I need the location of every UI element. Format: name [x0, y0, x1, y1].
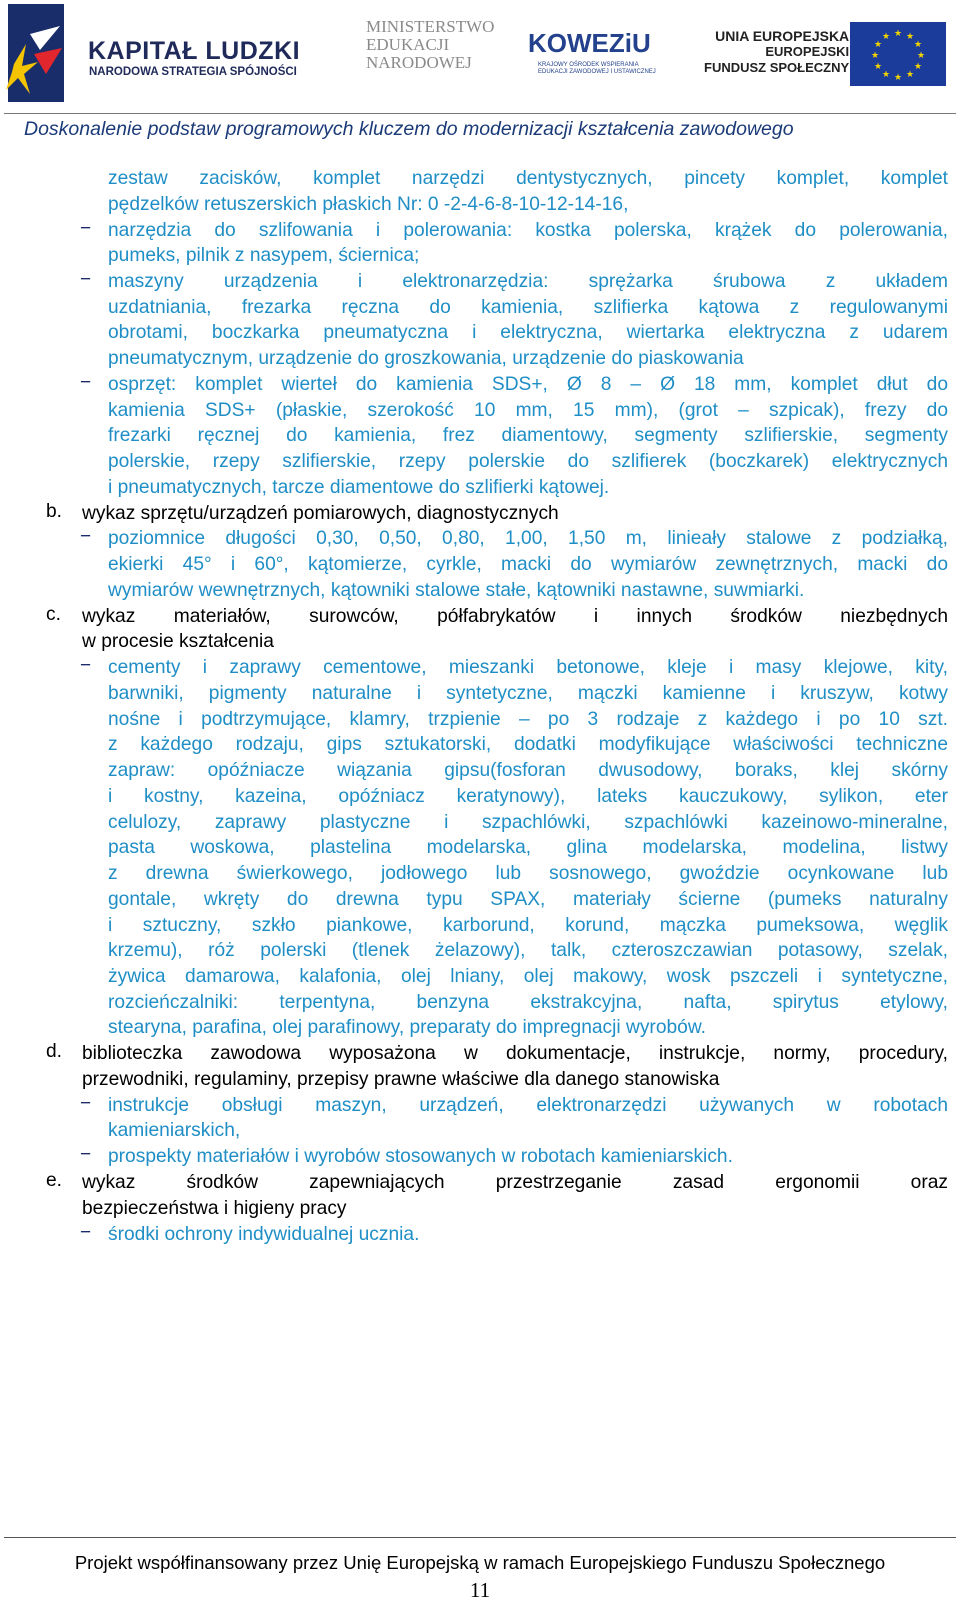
list-dash: − [80, 655, 92, 676]
text-line: celulozy, zaprawy plastyczne i szpachlówki, szpachlówki kazeinowo-mineralne, [108, 812, 948, 833]
section-heading: bezpieczeństwa i higieny pracy [82, 1198, 347, 1219]
text-line: kamienia SDS+ (płaskie, szerokość 10 mm, 15 mm), (grot – szpicak), frezy do [108, 400, 948, 421]
text-line: stearyna, parafina, olej parafinowy, preparaty do impregnacji wyrobów. [108, 1017, 706, 1038]
ue-line1: UNIA EUROPEJSKA [715, 28, 850, 44]
text-line: krzemu), róż polerski (tlenek żelazowy), talk, czteroszczawian potasowy, szelak, [108, 940, 948, 961]
kapital-ludzki-subtitle: NARODOWA STRATEGIA SPÓJNOŚCI [89, 66, 297, 78]
koweziu-title: KOWEZiU [528, 28, 651, 58]
document-header-title: Doskonalenie podstaw programowych kluczem do modernizacji kształcenia zawodowego [24, 118, 794, 140]
list-dash: − [80, 218, 92, 239]
text-line: i kostny, kazeina, opóźniacz keratynowy), lateks kauczukowy, sylikon, eter [108, 786, 948, 807]
section-heading: biblioteczka zawodowa wyposażona w dokumentacje, instrukcje, normy, procedury, [82, 1043, 948, 1064]
text-line: środki ochrony indywidualnej ucznia. [108, 1224, 420, 1245]
koweziu-logo [528, 20, 656, 90]
eu-flag-icon [850, 22, 946, 86]
text-line: maszyny urządzenia i elektronarzędzia: sprężarka śrubowa z układem [108, 271, 948, 292]
ue-logo-text [704, 28, 849, 76]
text-line: kamieniarskich, [108, 1120, 241, 1141]
text-line: poziomnice długości 0,30, 0,50, 0,80, 1,00, 1,50 m, linieały stalowe z podziałką, [108, 528, 948, 549]
ministerstwo-line1: MINISTERSTWO [366, 17, 495, 36]
ministerstwo-logo [366, 18, 494, 72]
list-letter-d: d. [46, 1041, 63, 1062]
list-dash: − [80, 1222, 92, 1243]
header-divider [4, 113, 956, 114]
text-line: uzdatniania, frezarka ręczna do kamienia, szlifierka kątowa z regulowanymi [108, 297, 948, 318]
text-line: ekierki 45° i 60°, kątomierze, cyrkle, macki do wymiarów zewnętrznych, macki do [108, 554, 948, 575]
svg-text:★: ★ [913, 62, 923, 72]
koweziu-subtitle [538, 62, 656, 76]
section-heading: przewodniki, regulaminy, przepisy prawne właściwe dla danego stanowiska [82, 1069, 720, 1090]
text-line: gontale, wkręty do drewna typu SPAX, materiały ścierne (pumeks naturalny [108, 889, 948, 910]
text-line: pumeks, pilnik z nasypem, ściernica; [108, 245, 420, 266]
footer-divider [4, 1537, 956, 1538]
text-line: frezarki ręcznej do kamienia, frez diamentowy, segmenty szlifierskie, segmenty [108, 425, 948, 446]
list-dash: − [80, 526, 92, 547]
text-line: osprzęt: komplet wierteł do kamienia SDS+, Ø 8 – Ø 18 mm, komplet dłut do [108, 374, 948, 395]
text-line: nośne i podtrzymujące, klamry, trzpienie – po 3 rodzaje z każdego i po 10 szt. [108, 709, 948, 730]
list-dash: − [80, 372, 92, 393]
text-line: narzędzia do szlifowania i polerowania: kostka polerska, krążek do polerowania, [108, 220, 948, 241]
section-heading: wykaz środków zapewniających przestrzeganie zasad ergonomii oraz [82, 1172, 948, 1193]
svg-text:★: ★ [870, 51, 880, 61]
text-line: zapraw: opóźniacze wiązania gipsu(fosforan dwusodowy, boraks, klej skórny [108, 760, 948, 781]
text-line: z drewna świerkowego, jodłowego lub sosnowego, gwoździe ocynkowane lub [108, 863, 948, 884]
text-line: obrotami, boczkarka pneumatyczna i elektryczna, wiertarka elektryczna z udarem [108, 322, 948, 343]
kapital-ludzki-title: KAPITAŁ LUDZKI [88, 37, 301, 65]
svg-text:★: ★ [873, 40, 883, 50]
svg-text:★: ★ [905, 70, 915, 80]
text-line: żywica damarowa, kalafonia, olej lniany, olej makowy, wosk pszczeli i syntetyczne, [108, 966, 948, 987]
section-heading: w procesie kształcenia [82, 631, 274, 652]
text-line: z każdego rodzaju, gips sztukatorski, dodatki modyfikujące właściwości techniczne [108, 734, 948, 755]
text-line: i pneumatycznych, tarcze diamentowe do szlifierki kątowej. [108, 477, 610, 498]
list-dash: − [80, 1093, 92, 1114]
list-dash: − [80, 1144, 92, 1165]
svg-text:★: ★ [905, 32, 915, 42]
text-line: pneumatycznym, urządzenie do groszkowania, urządzenie do piaskowania [108, 348, 744, 369]
text-line: instrukcje obsługi maszyn, urządzeń, elektronarzędzi używanych w robotach [108, 1095, 948, 1116]
section-heading: wykaz sprzętu/urządzeń pomiarowych, diagnostycznych [82, 503, 559, 524]
section-heading: wykaz materiałów, surowców, półfabrykatów i innych środków niezbędnych [82, 606, 948, 627]
ministerstwo-line2: EDUKACJI [366, 35, 450, 54]
text-line: rozcieńczalniki: terpentyna, benzyna ekstrakcyjna, nafta, spirytus etylowy, [108, 992, 948, 1013]
koweziu-sub1: KRAJOWY OŚRODEK WSPIERANIA [538, 62, 639, 68]
svg-text:★: ★ [873, 62, 883, 72]
svg-text:★: ★ [916, 51, 926, 61]
koweziu-sub2: EDUKACJI ZAWODOWEJ I USTAWICZNEJ [538, 69, 656, 75]
text-line: pędzelków retuszerskich płaskich Nr: 0 -2-4-6-8-10-12-14-16, [108, 194, 629, 215]
svg-text:★: ★ [881, 70, 891, 80]
text-line: cementy i zaprawy cementowe, mieszanki betonowe, kleje i masy klejowe, kity, [108, 657, 948, 678]
list-letter-c: c. [46, 604, 61, 625]
svg-text:★: ★ [881, 32, 891, 42]
text-line: wymiarów wewnętrznych, kątowniki stalowe stałe, kątowniki nastawne, suwmiarki. [108, 580, 805, 601]
list-dash: − [80, 269, 92, 290]
ministerstwo-line3: NARODOWEJ [366, 53, 472, 72]
kapital-ludzki-star-logo [4, 4, 68, 102]
text-line: barwniki, pigmenty naturalne i syntetyczne, mączki kamienne i kruszyw, kotwy [108, 683, 948, 704]
list-letter-e: e. [46, 1170, 63, 1191]
ue-line3: FUNDUSZ SPOŁECZNY [704, 60, 850, 75]
header-logos [0, 0, 960, 112]
list-letter-b: b. [46, 501, 63, 522]
page-number: 11 [469, 1578, 491, 1602]
footer-text: Projekt współfinansowany przez Unię Europejską w ramach Europejskiego Funduszu Społecznego [74, 1552, 886, 1573]
text-line: zestaw zacisków, komplet narzędzi dentystycznych, pincety komplet, komplet [108, 168, 948, 189]
svg-text:★: ★ [893, 73, 903, 83]
svg-text:★: ★ [913, 40, 923, 50]
text-line: prospekty materiałów i wyrobów stosowanych w robotach kamieniarskich. [108, 1146, 733, 1167]
text-line: pasta woskowa, plastelina modelarska, glina modelarska, modelina, listwy [108, 837, 948, 858]
ue-line2: EUROPEJSKI [765, 44, 850, 59]
text-line: polerskie, rzepy szlifierskie, rzepy polerskie do szlifierek (boczkarek) elektrycznych [108, 451, 948, 472]
text-line: i sztuczny, szkło piankowe, karborund, korund, mączka pumeksowa, węglik [108, 915, 948, 936]
svg-text:★: ★ [893, 29, 903, 39]
